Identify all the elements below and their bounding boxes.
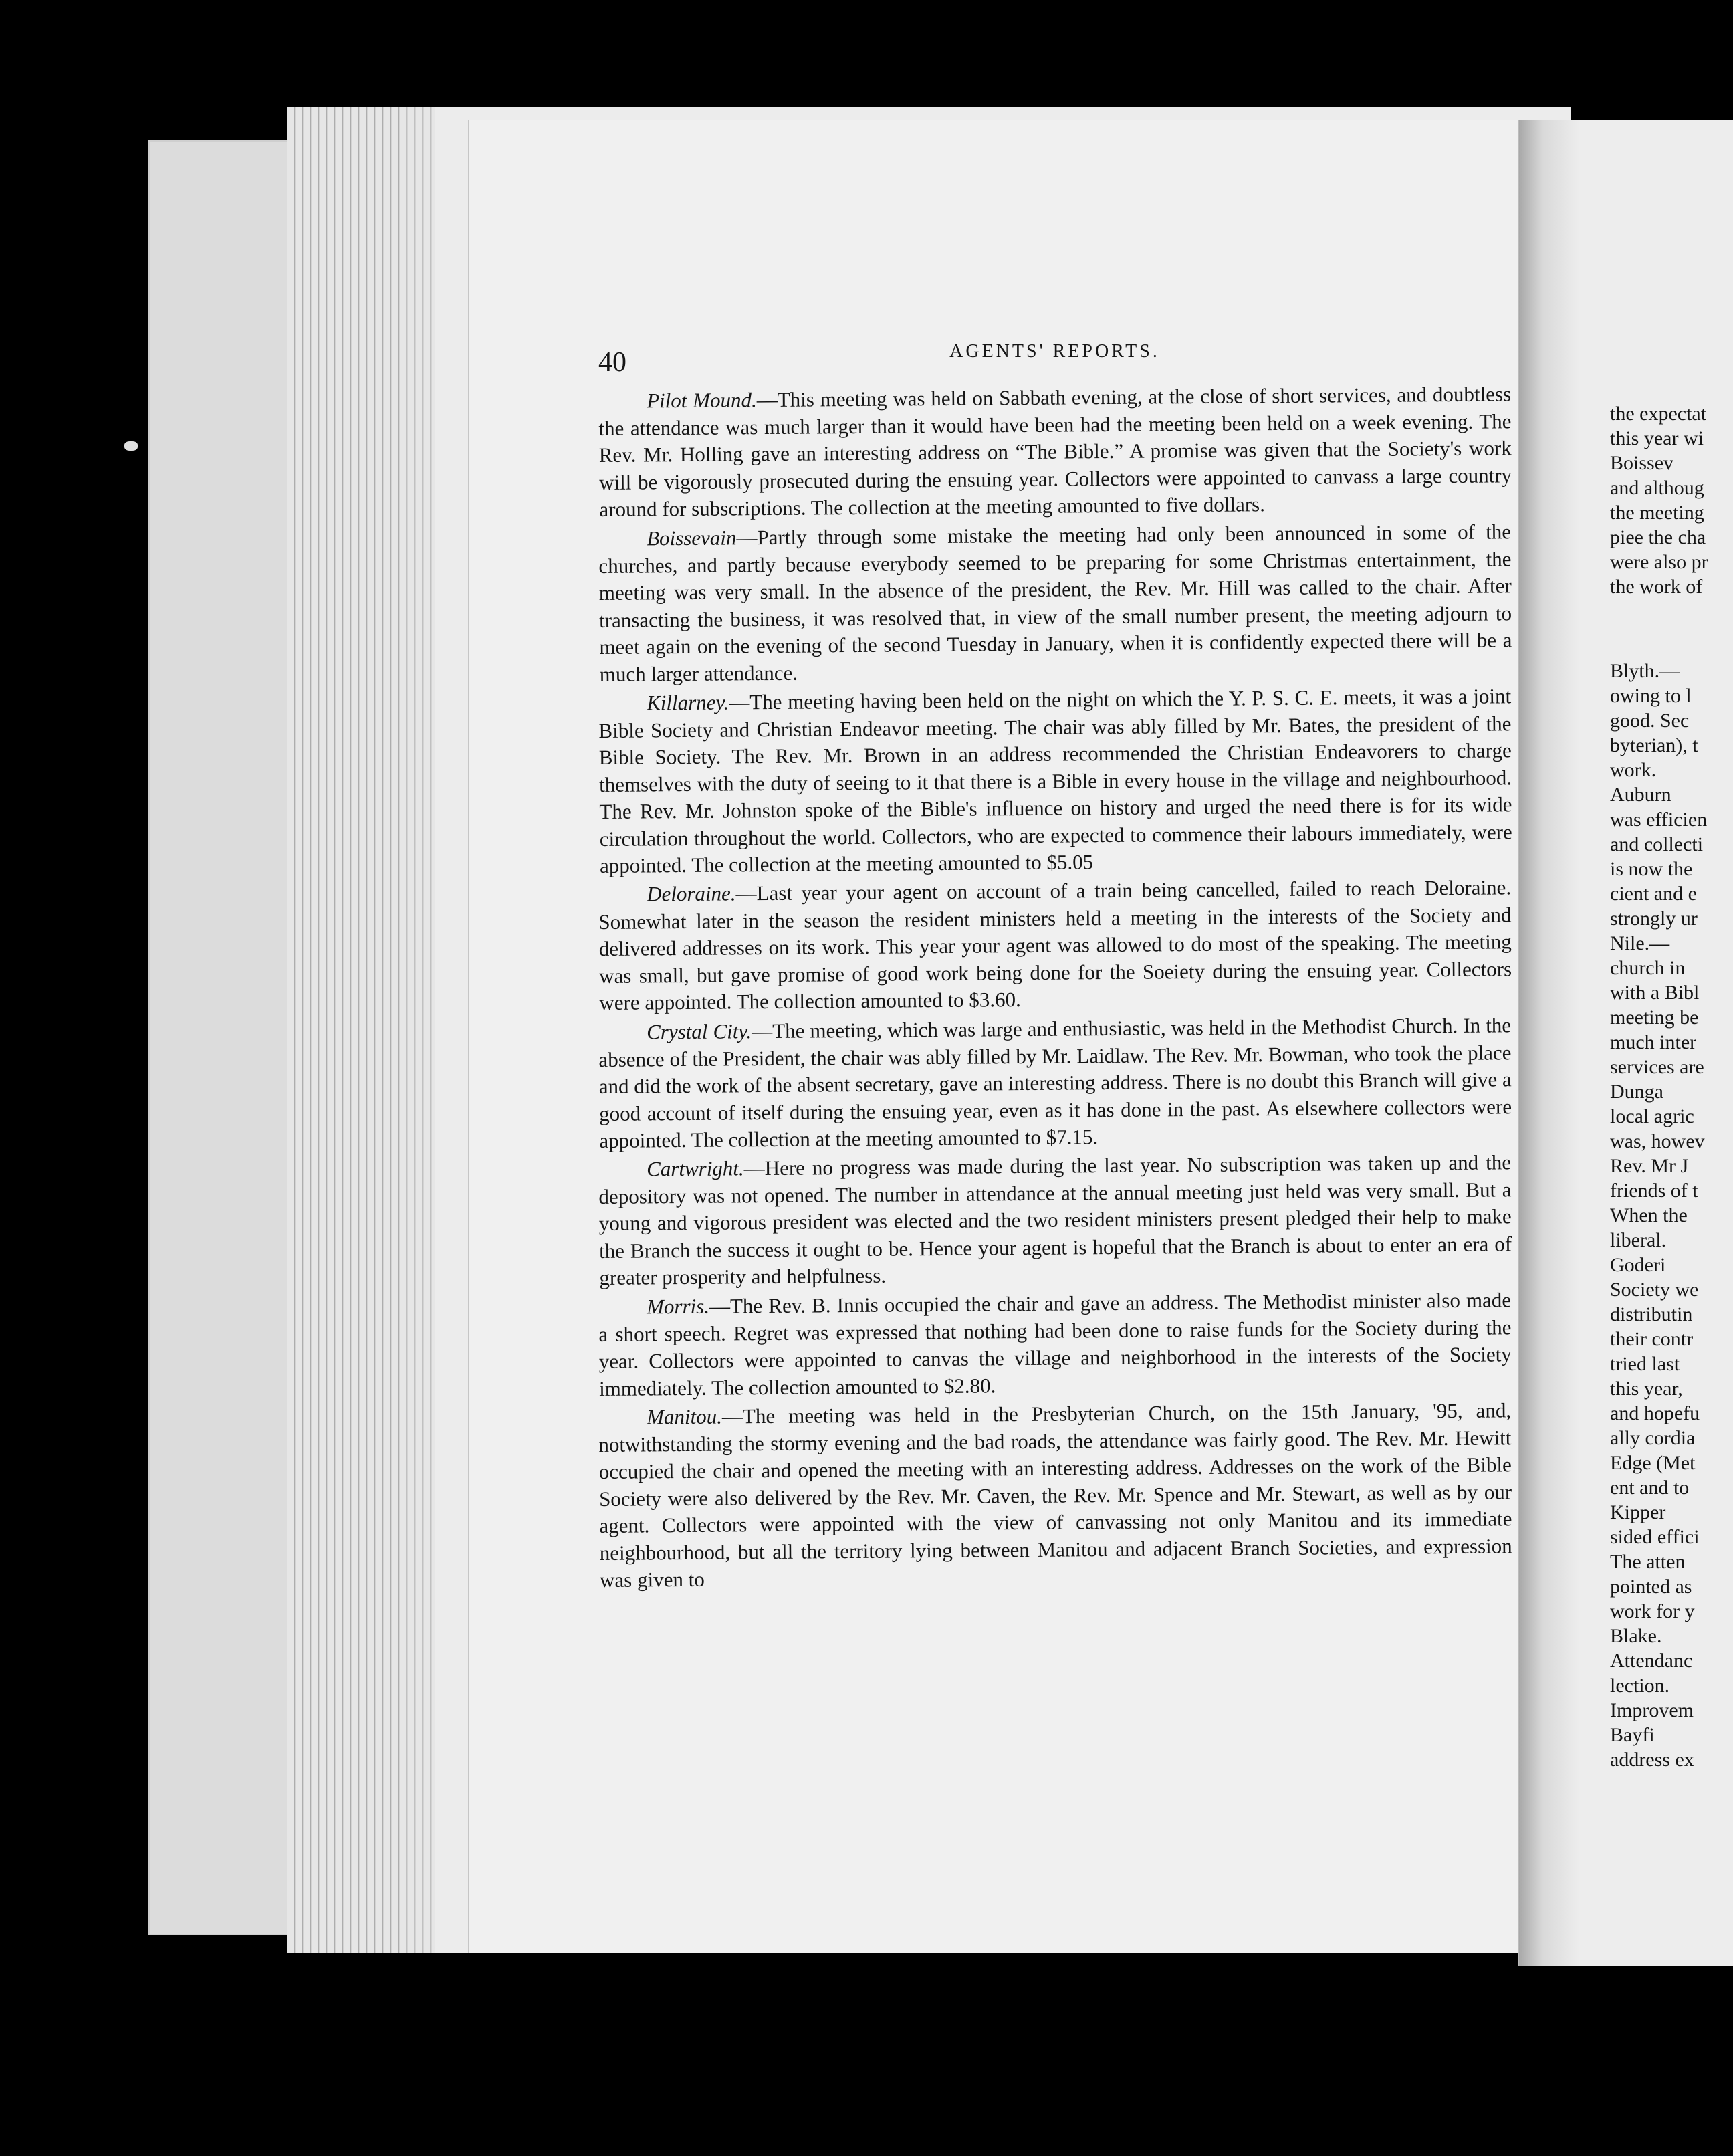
fragment-line: and althoug — [1610, 477, 1704, 499]
fragment-line: the expectat — [1610, 403, 1707, 425]
right-page-fragment-top — [1610, 401, 1733, 599]
fragment-line: was, howev — [1610, 1130, 1705, 1152]
report-paragraph — [598, 874, 1512, 1016]
fragment-line: this year wi — [1610, 427, 1704, 449]
fragment-line: Kipper — [1610, 1501, 1666, 1523]
fragment-line: Improvem — [1610, 1699, 1694, 1721]
place-name: Killarney. — [647, 689, 729, 714]
place-name: Crystal City. — [647, 1018, 752, 1043]
fragment-line: and hopefu — [1610, 1402, 1700, 1424]
fragment-line: Bayfi — [1610, 1724, 1655, 1746]
fragment-line: ent and to — [1610, 1477, 1690, 1499]
page-title: AGENTS' REPORTS. — [949, 341, 1160, 362]
fragment-line: Nile.— — [1610, 932, 1670, 954]
fragment-line: friends of t — [1610, 1180, 1698, 1202]
fragment-line: When the — [1610, 1204, 1688, 1226]
fragment-line: church in — [1610, 957, 1686, 979]
fragment-line: Dunga — [1610, 1081, 1663, 1103]
page-edges — [287, 107, 455, 1953]
report-paragraph — [598, 1012, 1512, 1154]
fragment-line: Society we — [1610, 1279, 1699, 1301]
fragment-line: The atten — [1610, 1551, 1686, 1573]
fragment-line: tried last — [1610, 1353, 1680, 1375]
page-number: 40 — [598, 347, 626, 378]
fragment-line: Boissev — [1610, 452, 1674, 474]
fragment-line: Blyth.— — [1610, 660, 1680, 682]
fragment-line: local agric — [1610, 1105, 1694, 1127]
place-name: Manitou. — [647, 1404, 723, 1428]
dust-speck — [124, 441, 138, 451]
fragment-line: Rev. Mr J — [1610, 1155, 1689, 1177]
report-body: —Last year your agent on account of a train being cancelled, failed to reach Deloraine. Somewhat later in the season the resident ministers held a meeting in the interests of the Society and delivered addresses on its work. This year your agent was allowed to do most of the speaking. The meeting was small, but gave promise of good work being done for the Soeiety during the ensuing year. Collectors were appointed. The collection amounted to $3.60. — [598, 875, 1512, 1014]
fragment-line: much inter — [1610, 1031, 1697, 1053]
fragment-line: the meeting — [1610, 502, 1704, 524]
fragment-line: meeting be — [1610, 1006, 1699, 1029]
report-body: —The meeting was held in the Presbyterian Church, on the 15th January, '95, and, notwithstanding the stormy evening and the bad roads, the attendance was fairly good. The Rev. Mr. Hewitt occupied the chair and opened the meeting with an interesting address. Addresses on the work of the Bible Society were also delivered by the Rev. Mr. Caven, the Rev. Mr. Spence and Mr. Stewart, as well as by our agent. Collectors were appointed with the view of canvassing not only Manitou and its immediate neighbourhood, but all the territory lying between Manitou and adjacent Branch Societies, and expression was given to — [598, 1398, 1512, 1592]
fragment-line: is now the — [1610, 858, 1693, 880]
report-body: —The Rev. B. Innis occupied the chair and gave an address. The Methodist minister also made a short speech. Regret was expressed that nothing had been done to raise funds for the Society during the year. Collectors were appointed to canvas the village and neighborhood in the interests of the Society immediately. The collection amounted to $2.80. — [598, 1287, 1512, 1400]
report-text — [598, 382, 1512, 1594]
report-paragraph — [598, 683, 1512, 879]
book-gutter — [1519, 120, 1579, 1966]
fragment-line: this year, — [1610, 1378, 1683, 1400]
fragment-line: strongly ur — [1610, 907, 1698, 930]
report-paragraph — [598, 1397, 1512, 1594]
running-head — [598, 334, 1511, 381]
fragment-line: their contr — [1610, 1328, 1694, 1350]
place-name: Boissevain — [647, 525, 737, 550]
fragment-line: Edge (Met — [1610, 1452, 1696, 1474]
fragment-line: work. — [1610, 759, 1657, 781]
report-body: —The meeting having been held on the night on which the Y. P. S. C. E. meets, it was a joint Bible Society and Christian Endeavor meeting. The chair was ably filled by Mr. Bates, the president of the Bible Society. The Rev. Mr. Brown in an address recommended the Christian Endeavorers to charge themselves with the duty of seeing to it that there is a Bible in every house in the village and neighbourhood. The Rev. Mr. Johnston spoke of the Bible's influence on history and urged the need there is for its wide circulation throughout the world. Collectors, who are expected to commence their labours immediately, were appointed. The collection at the meeting amounted to $5.05 — [598, 683, 1512, 877]
fragment-line: piee the cha — [1610, 526, 1706, 548]
fragment-line: were also pr — [1610, 551, 1708, 573]
fragment-line: Auburn — [1610, 784, 1671, 806]
fragment-line: byterian), t — [1610, 734, 1698, 756]
report-paragraph — [598, 1287, 1512, 1402]
place-name: Pilot Mound. — [647, 388, 757, 413]
fragment-line: good. Sec — [1610, 710, 1690, 732]
fragment-line: Goderi — [1610, 1254, 1666, 1276]
fragment-line: ally cordia — [1610, 1427, 1696, 1449]
fragment-line: with a Bibl — [1610, 982, 1700, 1004]
fragment-line: work for y — [1610, 1600, 1695, 1622]
fragment-line: liberal. — [1610, 1229, 1667, 1251]
report-body: —This meeting was held on Sabbath evening, at the close of short services, and doubtless the attendance was much larger than it would have been had the meeting been held on a week evening. The Rev. Mr. Holling gave an interesting address on “The Bible.” A promise was given that the Society's work will be vigorously prosecuted during the ensuing year. Collectors were appointed to canvass a large country around for subscriptions. The collection at the meeting amounted to five dollars. — [598, 382, 1512, 521]
fragment-line: address ex — [1610, 1749, 1694, 1771]
fragment-line: services are — [1610, 1056, 1704, 1078]
report-body: —Partly through some mistake the meeting had only been announced in some of the churches, and partly because everybody seemed to be preparing for some Christmas entertainment, the meeting was very small. In the absence of the president, the Rev. Mr. Hill was called to the chair. After transacting the business, it was resolved that, in view of the small number present, the meeting adjourn to meet again on the evening of the second Tuesday in January, when it is confidently expected there will be a much larger attendance. — [598, 519, 1512, 685]
place-name: Deloraine. — [647, 881, 736, 906]
right-page-fragment-bottom — [1610, 659, 1733, 1772]
fragment-line: pointed as — [1610, 1576, 1692, 1598]
fragment-line: Blake. — [1610, 1625, 1662, 1647]
fragment-line: and collecti — [1610, 833, 1704, 855]
fragment-line: Attendanc — [1610, 1650, 1693, 1672]
report-body: —Here no progress was made during the last year. No subscription was taken up and the depository was not opened. The number in attendance at the annual meeting just held was very small. But a young and vigorous president was elected and the two resident ministers present pledged their help to make the Branch the success it ought to be. Hence your agent is hopeful that the Branch is about to enter an era of greater prosperity and helpfulness. — [598, 1150, 1512, 1289]
report-paragraph — [598, 1149, 1512, 1291]
fragment-line: the work of — [1610, 576, 1703, 598]
fragment-line: cient and e — [1610, 883, 1697, 905]
report-body: —The meeting, which was large and enthusiastic, was held in the Methodist Church. In the absence of the President, the chair was ably filled by Mr. Laidlaw. The Rev. Mr. Bowman, who took the place and did the work of the absent secretary, gave an interesting address. There is no doubt this Branch will give a good account of itself during the ensuing year, even as it has done in the past. As elsewhere collectors were appointed. The collection at the meeting amounted to $7.15. — [598, 1012, 1512, 1152]
place-name: Morris. — [647, 1294, 710, 1318]
fragment-line: distributin — [1610, 1303, 1693, 1325]
report-paragraph — [598, 518, 1512, 688]
fragment-line: lection. — [1610, 1675, 1670, 1697]
fragment-line: sided effici — [1610, 1526, 1700, 1548]
fragment-line: was efficien — [1610, 808, 1708, 831]
report-paragraph — [598, 381, 1512, 523]
fragment-line: owing to l — [1610, 685, 1692, 707]
place-name: Cartwright. — [647, 1156, 744, 1181]
